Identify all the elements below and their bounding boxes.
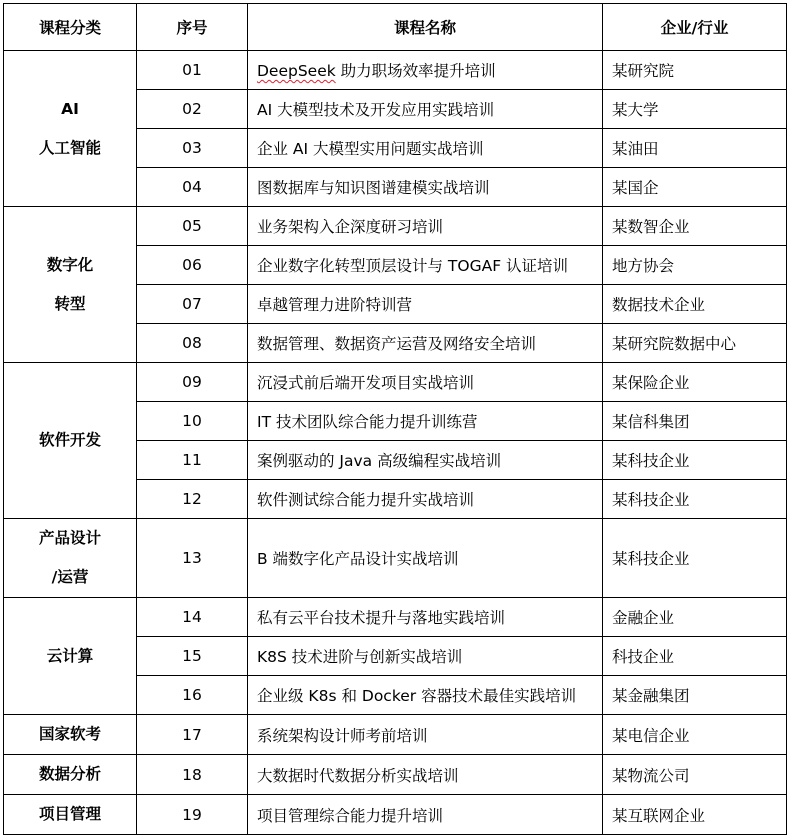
course-name: 企业 AI 大模型实用问题实战培训: [248, 129, 603, 168]
course-name-prefix: DeepSeek: [257, 62, 336, 80]
category-label: 转型: [54, 294, 86, 313]
category-label: 国家软考: [38, 725, 101, 743]
course-org: 某油田: [603, 129, 787, 168]
course-name: 私有云平台技术提升与落地实践培训: [248, 598, 603, 637]
category-label: 云计算: [46, 646, 94, 665]
header-org: 企业/行业: [603, 4, 787, 51]
header-category: 课程分类: [4, 4, 137, 51]
course-org: 数据技术企业: [603, 285, 787, 324]
course-table: [3, 3, 787, 835]
course-no: 06: [137, 246, 248, 285]
category-cell: [4, 519, 137, 598]
course-no: 13: [137, 519, 248, 598]
course-no: 12: [137, 480, 248, 519]
course-org: 某科技企业: [603, 519, 787, 598]
course-no: 09: [137, 363, 248, 402]
course-org: 某物流公司: [603, 755, 787, 795]
course-name: 卓越管理力进阶特训营: [248, 285, 603, 324]
course-name-rest: 助力职场效率提升培训: [335, 62, 496, 80]
course-name: 大数据时代数据分析实战培训: [248, 755, 603, 795]
course-org: 某科技企业: [603, 441, 787, 480]
category-cell: [4, 51, 137, 207]
course-org: 地方协会: [603, 246, 787, 285]
course-name: K8S 技术进阶与创新实战培训: [248, 637, 603, 676]
course-no: 17: [137, 715, 248, 755]
course-org: 某研究院数据中心: [603, 324, 787, 363]
course-no: 04: [137, 168, 248, 207]
course-org: 某金融集团: [603, 676, 787, 715]
course-name: B 端数字化产品设计实战培训: [248, 519, 603, 598]
category-label: 数据分析: [38, 765, 101, 783]
course-no: 18: [137, 755, 248, 795]
course-no: 10: [137, 402, 248, 441]
table-row: [4, 207, 787, 246]
course-name: 沉浸式前后端开发项目实战培训: [248, 363, 603, 402]
course-name: 软件测试综合能力提升实战培训: [248, 480, 603, 519]
course-name: 系统架构设计师考前培训: [248, 715, 603, 755]
table-row: [4, 715, 787, 755]
course-org: 某信科集团: [603, 402, 787, 441]
course-no: 07: [137, 285, 248, 324]
course-name: 图数据库与知识图谱建模实战培训: [248, 168, 603, 207]
category-cell: [4, 363, 137, 519]
course-org: 某保险企业: [603, 363, 787, 402]
course-no: 16: [137, 676, 248, 715]
course-no: 05: [137, 207, 248, 246]
category-cell: [4, 715, 137, 755]
table-row: [4, 598, 787, 637]
header-row: [4, 4, 787, 51]
category-label: /运营: [51, 568, 89, 586]
course-name: 数据管理、数据资产运营及网络安全培训: [248, 324, 603, 363]
table-row: [4, 795, 787, 835]
course-no: 08: [137, 324, 248, 363]
course-org: 科技企业: [603, 637, 787, 676]
category-label: 软件开发: [38, 431, 101, 449]
table-row: [4, 755, 787, 795]
category-cell: [4, 207, 137, 363]
category-cell: [4, 755, 137, 795]
course-org: 某数智企业: [603, 207, 787, 246]
course-name: 业务架构入企深度研习培训: [248, 207, 603, 246]
table-row: [4, 51, 787, 90]
course-org: 某研究院: [603, 51, 787, 90]
category-label: 数字化: [46, 255, 94, 274]
course-no: 03: [137, 129, 248, 168]
course-no: 11: [137, 441, 248, 480]
header-no: 序号: [137, 4, 248, 51]
course-no: 02: [137, 90, 248, 129]
category-cell: [4, 795, 137, 835]
course-org: 金融企业: [603, 598, 787, 637]
course-org: 某国企: [603, 168, 787, 207]
course-org: 某互联网企业: [603, 795, 787, 835]
course-org: 某科技企业: [603, 480, 787, 519]
course-name: [248, 51, 603, 90]
category-cell: [4, 598, 137, 715]
course-no: 19: [137, 795, 248, 835]
category-label: AI: [61, 99, 79, 118]
table-row: [4, 519, 787, 598]
course-org: 某电信企业: [603, 715, 787, 755]
course-no: 01: [137, 51, 248, 90]
course-name: 企业级 K8s 和 Docker 容器技术最佳实践培训: [248, 676, 603, 715]
table-row: [4, 363, 787, 402]
header-name: 课程名称: [248, 4, 603, 51]
course-name: 项目管理综合能力提升培训: [248, 795, 603, 835]
course-no: 15: [137, 637, 248, 676]
course-name: AI 大模型技术及开发应用实践培训: [248, 90, 603, 129]
course-name: IT 技术团队综合能力提升训练营: [248, 402, 603, 441]
course-no: 14: [137, 598, 248, 637]
category-label: 项目管理: [38, 805, 101, 823]
course-name: 企业数字化转型顶层设计与 TOGAF 认证培训: [248, 246, 603, 285]
course-name: 案例驱动的 Java 高级编程实战培训: [248, 441, 603, 480]
course-org: 某大学: [603, 90, 787, 129]
category-label: 产品设计: [38, 529, 101, 547]
category-label: 人工智能: [38, 138, 101, 157]
